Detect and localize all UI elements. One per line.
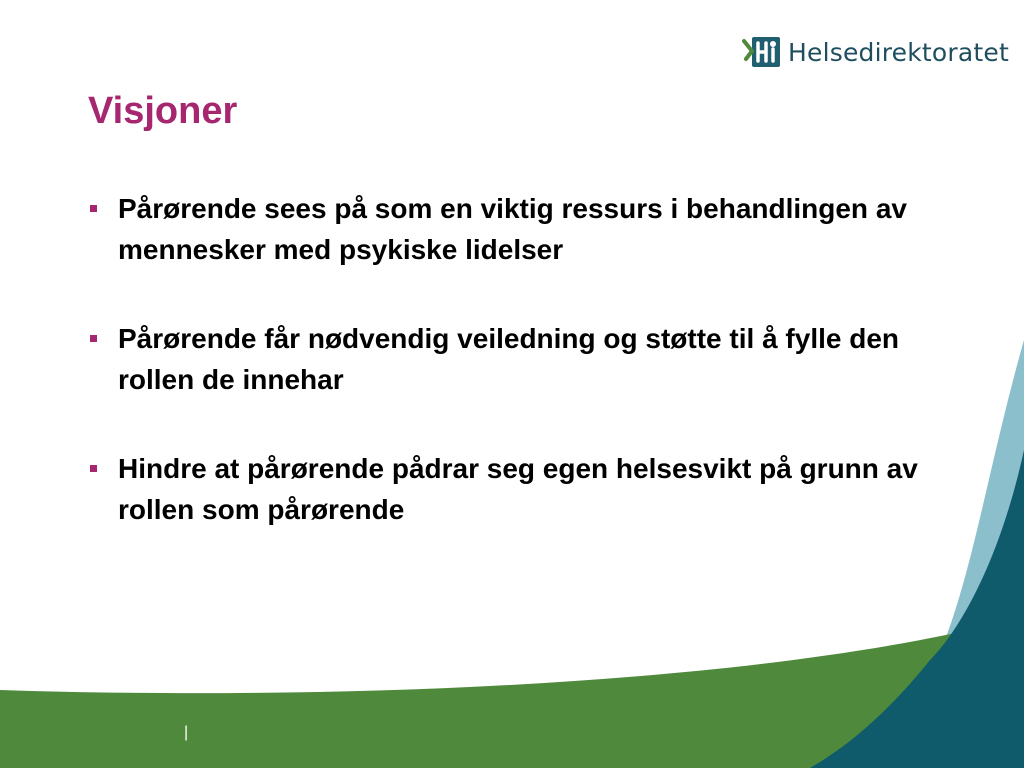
bullet-square-icon xyxy=(90,205,97,212)
bullet-text: Hindre at pårørende pådrar seg egen helsesvikt på grunn av rollen som pårørende xyxy=(118,453,918,525)
bullet-item xyxy=(88,318,948,400)
bullet-item xyxy=(88,448,948,530)
green-band xyxy=(0,632,960,768)
bullet-square-icon xyxy=(90,335,97,342)
slide-title: Visjoner xyxy=(88,90,238,132)
bullet-item xyxy=(88,188,948,270)
footer-divider: | xyxy=(184,724,189,741)
bullet-text: Pårørende får nødvendig veiledning og støtte til å fylle den rollen de innehar xyxy=(118,323,900,395)
logo-text: Helsedirektoratet xyxy=(788,37,1010,67)
bullet-list xyxy=(88,188,948,578)
bullet-text: Pårørende sees på som en viktig ressurs i behandlingen av mennesker med psykiske lidelser xyxy=(118,193,907,265)
bullet-square-icon xyxy=(90,465,97,472)
helsedirektoratet-logo-icon xyxy=(742,35,782,69)
logo xyxy=(742,34,1009,70)
